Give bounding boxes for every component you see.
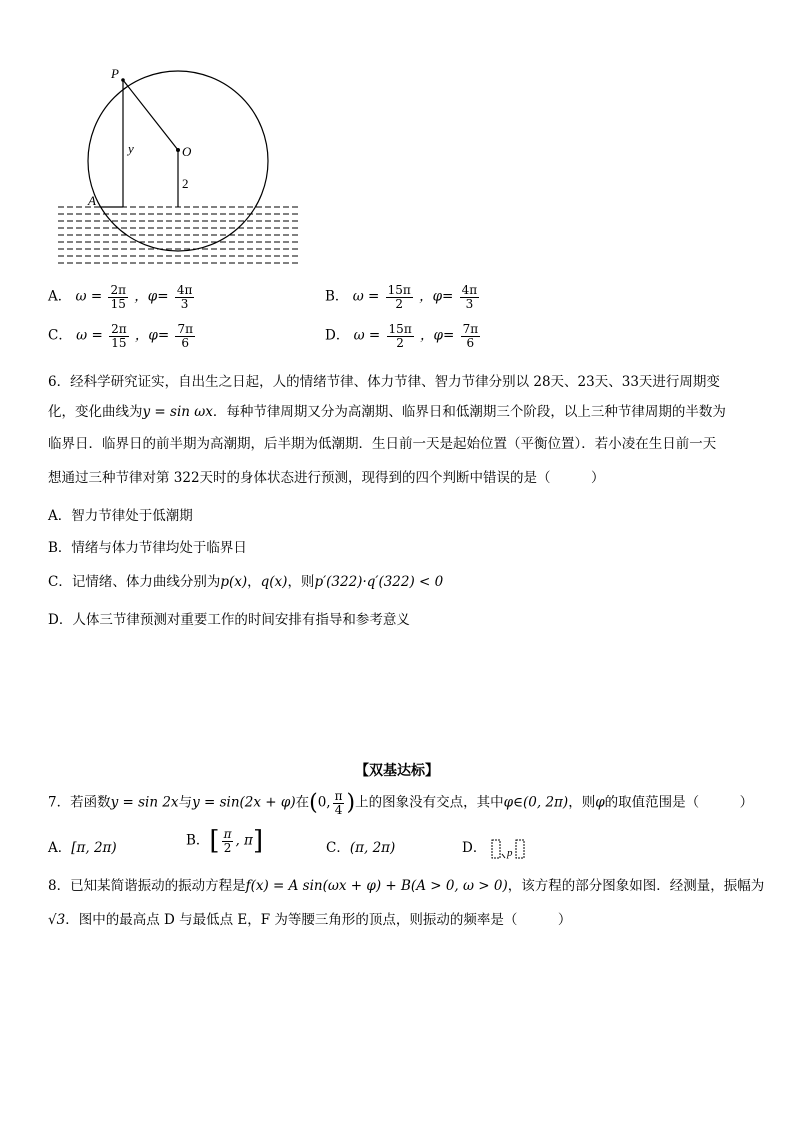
q6-option-b[interactable]: B．情绪与体力节律均处于临界日: [48, 540, 247, 556]
q7-option-d[interactable]: D． p: [462, 836, 531, 860]
svg-text:p: p: [506, 846, 513, 859]
q7-option-c[interactable]: C．(π, 2π): [326, 840, 396, 856]
q7-stem: 7．若函数y = sin 2x与y = sin(2x + φ)在(0, $\frac{\pi}{4}$ )上的图象没有交点，其中φ∈(0, 2π)，则φ的取值范围是（ ）: [48, 789, 754, 817]
fraction: $\frac{15\pi}{2}$: [387, 283, 411, 311]
q5-option-c[interactable]: C． ω = $\frac{2\pi}{15}$ ，φ= $\frac{7\pi}{6}$: [48, 322, 193, 350]
q5-option-d[interactable]: D． ω = $\frac{15\pi}{2}$ ，φ= $\frac{7\pi}{6}$: [325, 322, 479, 350]
center-point: [176, 148, 180, 152]
garbled-formula-icon: [491, 838, 531, 860]
fraction: $\frac{4\pi}{3}$: [176, 283, 193, 311]
ferris-wheel-figure: [50, 60, 310, 275]
label-a: A: [88, 193, 96, 208]
fraction: $\frac{7\pi}{6}$: [177, 322, 193, 350]
q6-line-4: 想通过三种节律对第 322天时的身体状态进行预测，现得到的四个判断中错误的是（ ）: [48, 470, 605, 486]
q6-option-a[interactable]: A．智力节律处于低潮期: [48, 508, 193, 524]
label-p: P: [111, 66, 119, 81]
fraction: $\frac{2\pi}{15}$: [111, 322, 127, 350]
q6-line-3: 临界日．临界日的前半期为高潮期，后半期为低潮期．生日前一天是起始位置（平衡位置）．若小凌在生日前一天: [48, 436, 717, 452]
q6-line-2: 化，变化曲线为y = sin ωx．每种节律周期又分为高潮期、临界日和低潮期三个阶段，以上三种节律周期的半数为: [48, 404, 726, 420]
label-o: O: [182, 144, 192, 159]
q5-option-b[interactable]: B． ω = $\frac{15\pi}{2}$ ，φ= $\frac{4\pi}{3}$: [325, 283, 478, 311]
fraction: $\frac{4\pi}{3}$: [461, 283, 478, 311]
fraction: $\frac{\pi}{4}$: [334, 789, 343, 817]
radius-line: [123, 80, 178, 150]
q6-option-d[interactable]: D．人体三节律预测对重要工作的时间安排有指导和参考意义: [48, 612, 410, 628]
fraction: $\frac{7\pi}{6}$: [462, 322, 479, 350]
section-title: 【双基达标】: [355, 763, 439, 779]
q7-option-a[interactable]: A．[π, 2π): [48, 840, 117, 856]
q6-option-c[interactable]: C．记情绪、体力曲线分别为p(x)，q(x)，则p′(322)·q′(322) < 0: [48, 574, 444, 590]
p-point: [121, 78, 125, 82]
q8-line-2: √3．图中的最高点 D 与最低点 E，F 为等腰三角形的顶点，则振动的频率是（ ）: [48, 912, 572, 928]
fraction: $\frac{\pi}{2}$: [223, 826, 232, 855]
q7-option-b[interactable]: B．[ $\frac{\pi}{2}$ , π]: [186, 826, 264, 856]
fraction: $\frac{15\pi}{2}$: [388, 322, 412, 350]
q6-line-1: 6．经科学研究证实，自出生之日起，人的情绪节律、体力节律、智力节律分别以 28天、23天、33天进行周期变: [48, 374, 720, 390]
label-y: y: [128, 141, 134, 156]
fraction: $\frac{2\pi}{15}$: [110, 283, 126, 311]
water-lines: [58, 207, 298, 263]
label-2: 2: [182, 176, 189, 191]
q5-option-a[interactable]: A． ω = $\frac{2\pi}{15}$ ，φ= $\frac{4\pi}{3}$: [48, 283, 193, 311]
q8-line-1: 8．已知某简谐振动的振动方程是f(x) = A sin(ωx + φ) + B(A > 0, ω > 0)，该方程的部分图象如图．经测量，振幅为: [48, 878, 765, 894]
